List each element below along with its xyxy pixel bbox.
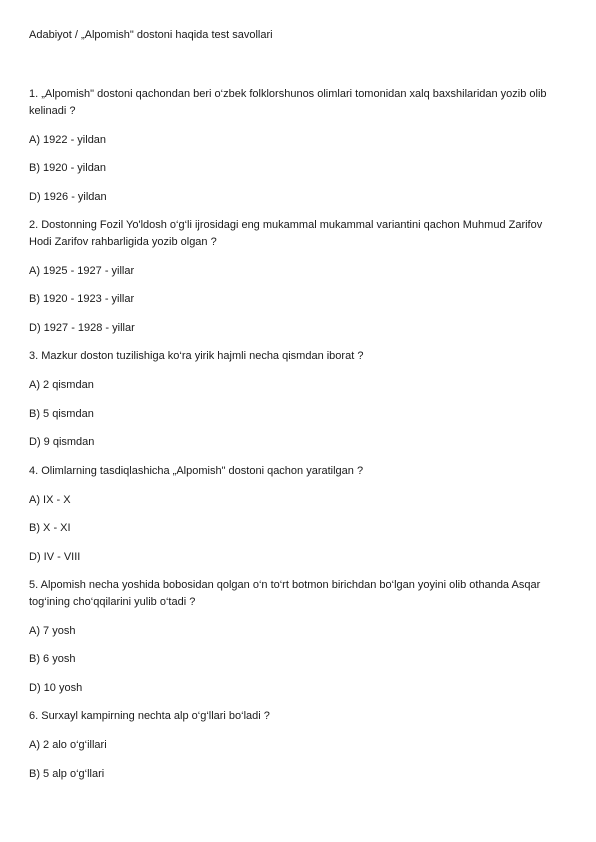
question-text: 3. Mazkur doston tuzilishiga ko‘ra yirik hajmli necha qismdan iborat ? bbox=[29, 350, 364, 362]
answer-option: B) 5 qismdan bbox=[29, 407, 94, 420]
question-item bbox=[29, 86, 559, 205]
answer-option: A) 2 qismdan bbox=[29, 379, 94, 391]
answer-option: A) 1925 - 1927 - yillar bbox=[29, 264, 135, 277]
answer-option: A) IX - X bbox=[29, 493, 71, 506]
question-text: 6. Surxayl kampirning nechta alp o‘g‘llari bo‘ladi ? bbox=[29, 710, 270, 722]
question-item bbox=[29, 577, 559, 696]
question-item bbox=[29, 217, 559, 336]
question-text: 1. „Alpomish" dostoni qachondan beri o‘zbek folklorshunos olimlari tomonidan xalq baxshilaridan yozib olib kelinadi ? bbox=[29, 88, 547, 117]
question-item bbox=[29, 708, 559, 782]
answer-option: B) 1920 - 1923 - yillar bbox=[29, 293, 135, 305]
answer-option: B) X - XI bbox=[29, 522, 71, 534]
answer-option: D) IV - VIII bbox=[29, 550, 81, 563]
answer-option: A) 1922 - yildan bbox=[29, 133, 107, 146]
question-text: 5. Alpomish necha yoshida bobosidan qolgan o‘n to‘rt botmon birichdan bo‘lgan yoyini olib othanda Asqar tog‘ining cho‘qqilarini yulib o‘tadi ? bbox=[29, 579, 541, 608]
question-item bbox=[29, 348, 559, 450]
question-text: 2. Dostonning Fozil Yo'ldosh o‘g‘li ijrosidagi eng mukammal mukammal variantini qachon Muhmud Zarifov Hodi Zarifov rahbarligida yozib olgan ? bbox=[29, 219, 543, 248]
question-text: 4. Olimlarning tasdiqlashicha „Alpomish" dostoni qachon yaratilgan ? bbox=[29, 464, 364, 477]
answer-option: D) 1927 - 1928 - yillar bbox=[29, 321, 135, 334]
question-item bbox=[29, 463, 559, 565]
breadcrumb: Adabiyot / „Alpomish" dostoni haqida test savollari bbox=[29, 29, 273, 41]
question-list bbox=[29, 86, 559, 794]
answer-option: D) 1926 - yildan bbox=[29, 190, 107, 203]
answer-option: D) 9 qismdan bbox=[29, 436, 95, 448]
answer-option: D) 10 yosh bbox=[29, 681, 83, 694]
answer-option: B) 5 alp o‘g‘llari bbox=[29, 767, 105, 780]
answer-option: B) 1920 - yildan bbox=[29, 162, 107, 174]
answer-option: B) 6 yosh bbox=[29, 653, 76, 665]
answer-option: A) 2 alo o‘g‘illari bbox=[29, 739, 107, 751]
answer-option: A) 7 yosh bbox=[29, 624, 76, 637]
